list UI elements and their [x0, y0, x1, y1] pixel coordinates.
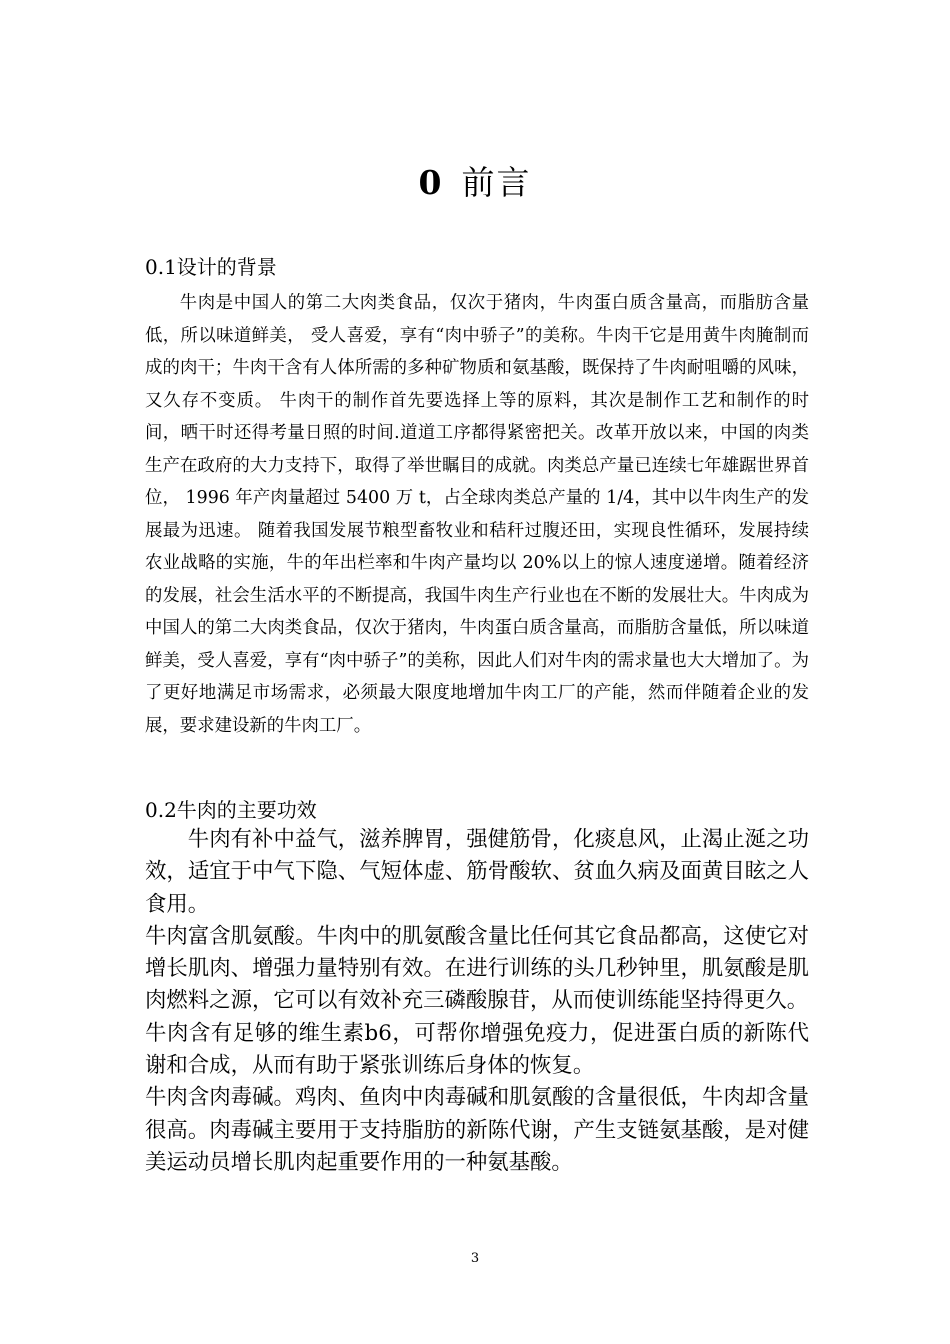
benefits-body — [145, 824, 809, 1179]
benefits-paragraph: 牛肉有补中益气，滋养脾胃，强健筋骨，化痰息风，止渴止涎之功效，适宜于中气下隐、气短体虚、筋骨酸软、贫血久病及面黄目眩之人食用。 — [145, 827, 809, 917]
background-paragraph: 牛肉是中国人的第二大肉类食品，仅次于猪肉，牛肉蛋白质含量高，而脂肪含量低，所以味道鲜美， 受人喜爱，享有“肉中骄子”的美称。牛肉干它是用黄牛肉腌制而成的肉干；牛肉干含有人体所需的多种矿物质和氨基酸，既保持了牛肉耐咀嚼的风味，又久存不变质。 牛肉干的制作首先要选择上等的原料，其次是制作工艺和制作的时间，晒干时还得考量日照的时间.道道工序都得紧密把关。改革开放以来，中国的肉类生产在政府的大力支持下，取得了举世瞩目的成就。肉类总产量已连续七年雄踞世界首位， 1996 年产肉量超过 5400 万 t，占全球肉类总产量的 1/4，其中以牛肉生产的发展最为迅速。 随着我国发展节粮型畜牧业和秸秆过腹还田，实现良性循环，发展持续农业战略的实施，牛的年出栏率和牛肉产量均以 20%以上的惊人速度递增。随着经济的发展，社会生活水平的不断提高，我国牛肉生产行业也在不断的发展壮大。牛肉成为中国人的第二大肉类食品，仅次于猪肉，牛肉蛋白质含量高，而脂肪含量低，所以味道鲜美，受人喜爱，享有“肉中骄子”的美称，因此人们对牛肉的需求量也大大增加了。为了更好地满足市场需求，必须最大限度地增加牛肉工厂的产能，然而伴随着企业的发展，要求建设新的牛肉工厂。 — [145, 293, 809, 736]
chapter-title — [0, 158, 950, 208]
section-heading-background: 0.1设计的背景 — [145, 255, 277, 279]
benefits-paragraph: 牛肉富含肌氨酸。牛肉中的肌氨酸含量比任何其它食品都高，这使它对增长肌肉、增强力量特别有效。在进行训练的头几秒钟里，肌氨酸是肌肉燃料之源，它可以有效补充三磷酸腺苷，从而使训练能坚持得更久。 — [145, 923, 809, 1014]
page-number: 3 — [470, 1251, 480, 1266]
chapter-title-text: 前言 — [461, 163, 532, 202]
chapter-number: 0 — [418, 163, 444, 202]
section-heading-benefits: 0.2牛肉的主要功效 — [145, 798, 317, 822]
benefits-paragraph: 牛肉含有足够的维生素b6，可帮你增强免疫力，促进蛋白质的新陈代谢和合成，从而有助于紧张训练后身体的恢复。 — [145, 1020, 809, 1079]
benefits-paragraph: 牛肉含肉毒碱。鸡肉、鱼肉中肉毒碱和肌氨酸的含量很低，牛肉却含量很高。肉毒碱主要用于支持脂肪的新陈代谢，产生支链氨基酸，是对健美运动员增长肌肉起重要作用的一种氨基酸。 — [145, 1085, 809, 1175]
